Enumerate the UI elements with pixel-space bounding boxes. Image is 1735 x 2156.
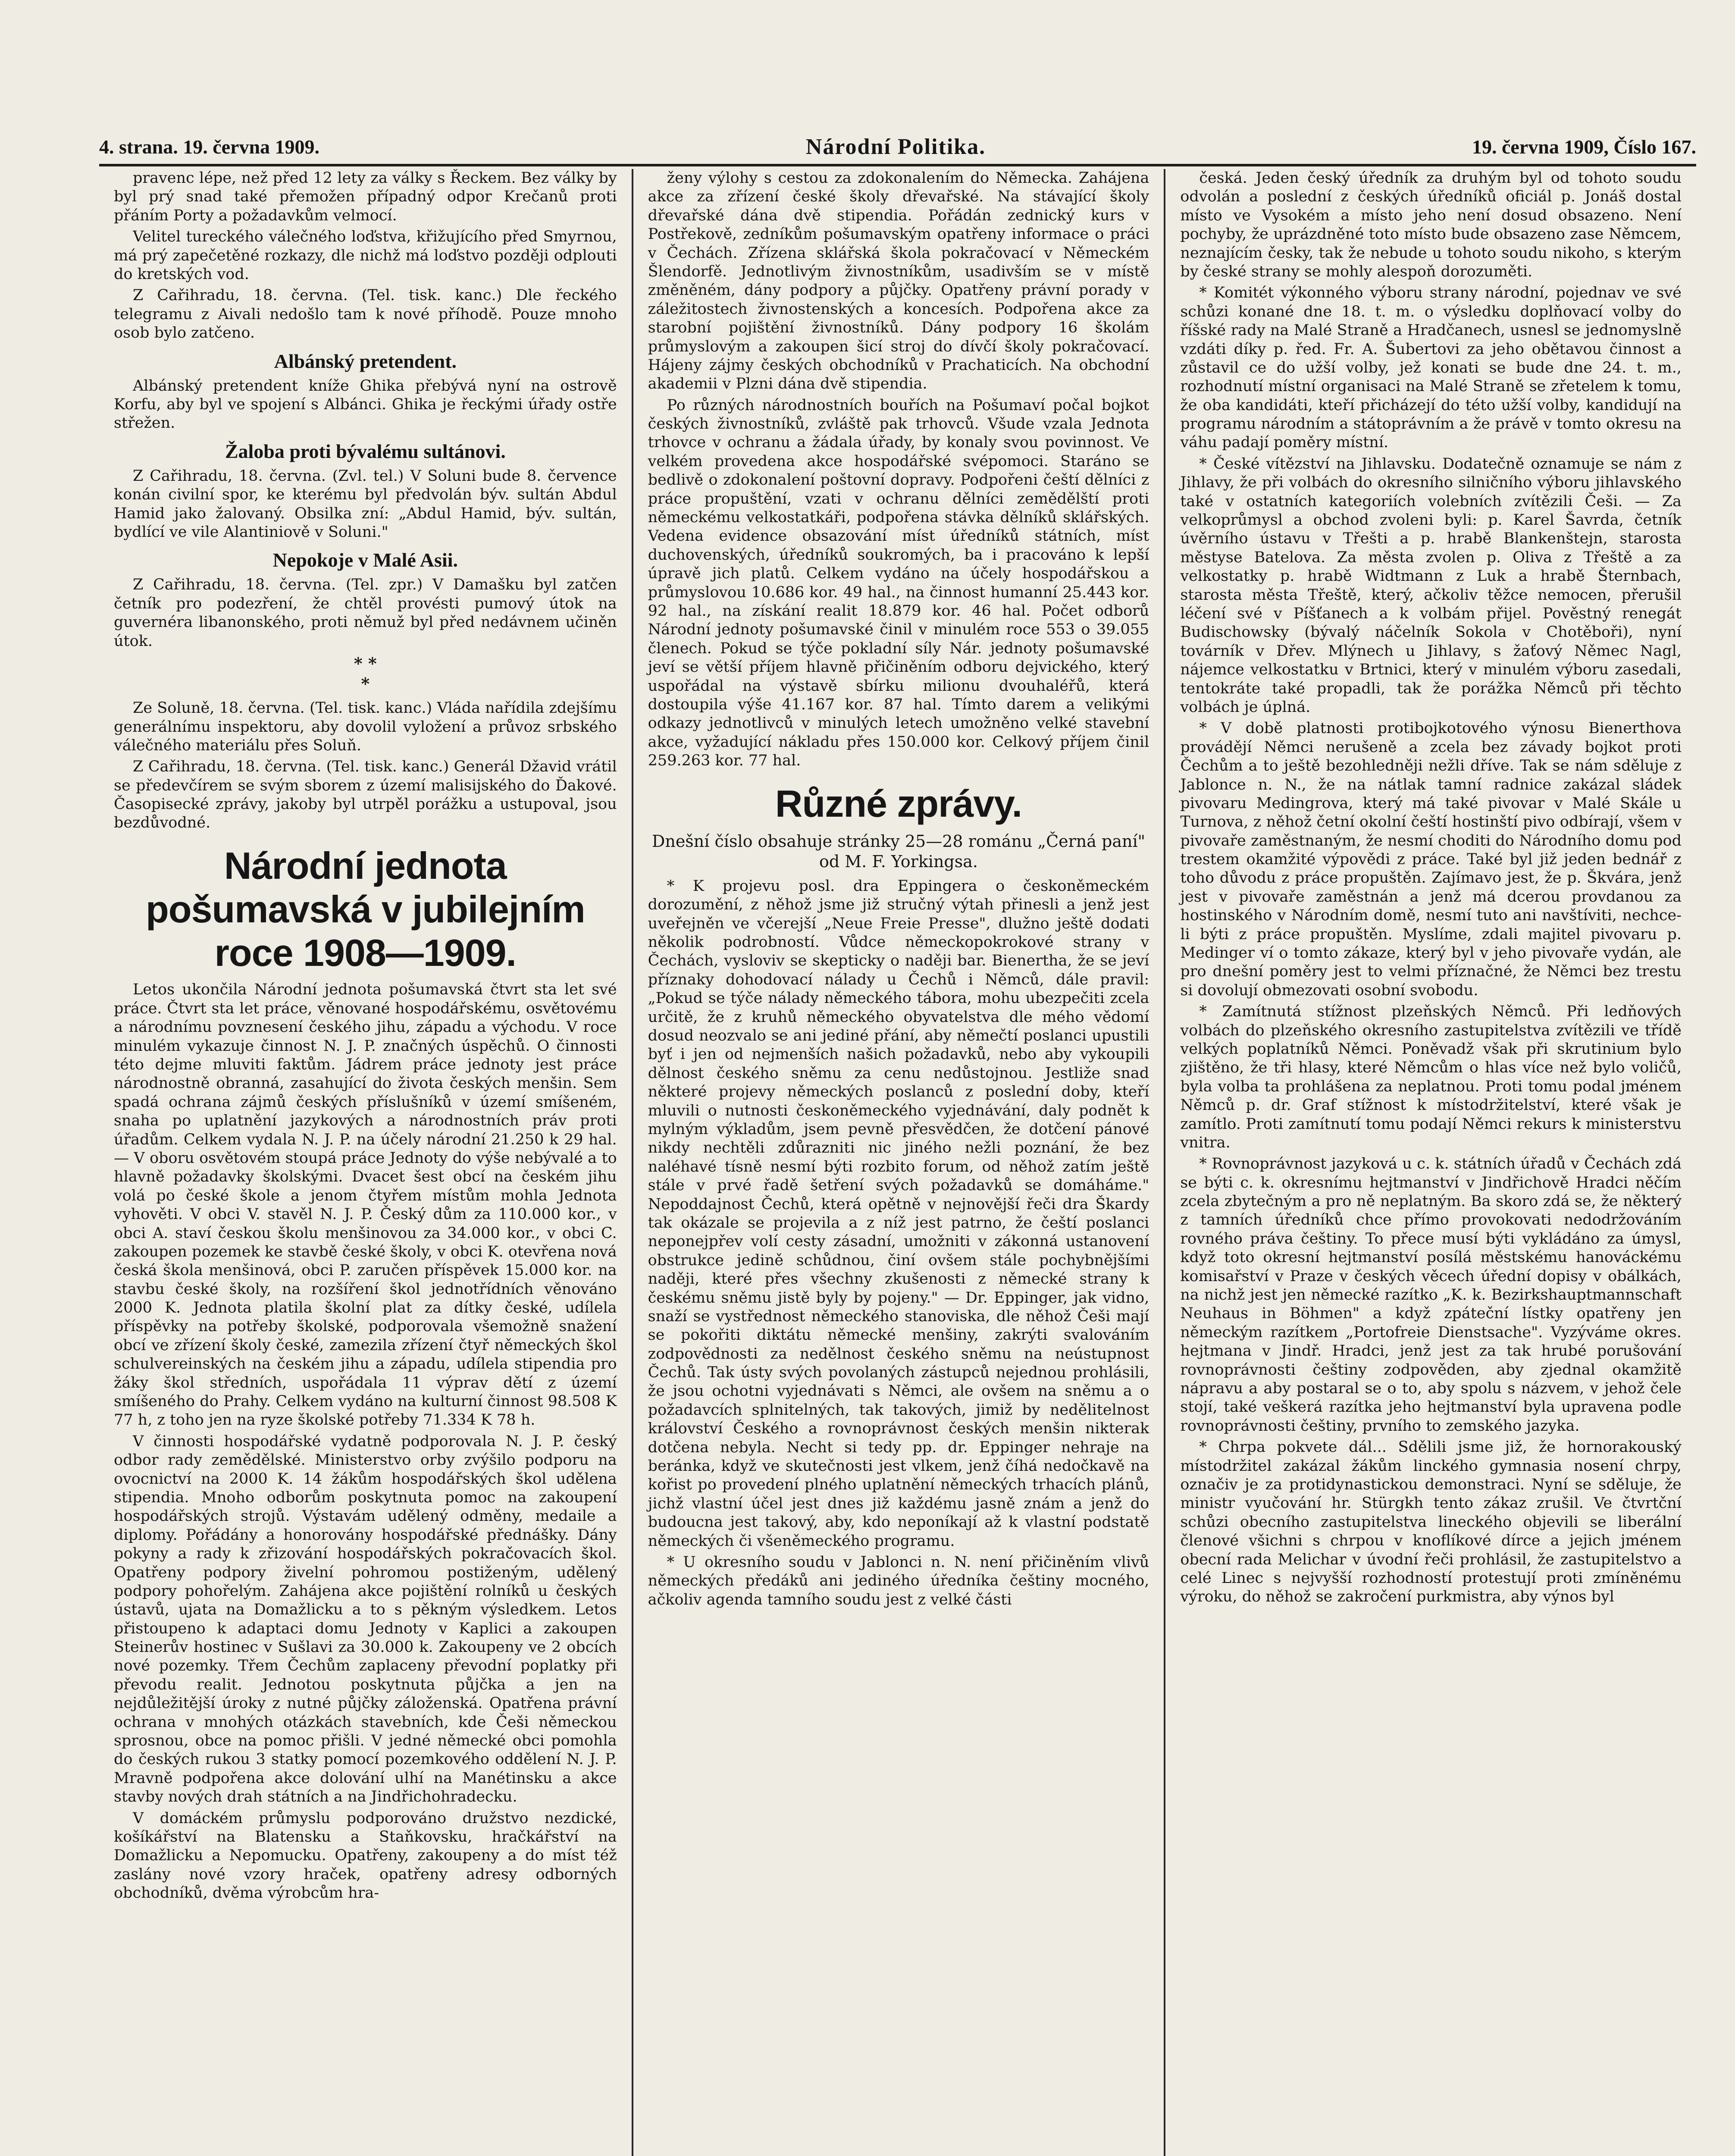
paragraph: * Rovnoprávnost jazyková u c. k. státních úřadů v Čechách zdá se býti c. k. okresnímu hejtmanství v Jindřichově Hradci něčím zcela zbytečným a pro ně neplatným. Ba skoro zdá se, že některý z tamních úředníků chce přímo provokovati nedodržováním rovného práva češtiny. To přece musí býti vykládáno za úmysl, když toto okresní hejtmanství posílá městskému hanováckému komisařství v Praze v českých věcech úřední dopisy v obálkách, na nichž jest jen německé razítko „K. k. Bezirkshauptmannschaft Neuhaus in Böhmen" a když zpáteční lístky opatřeny jen německým razítkem „Portofreie Dienstsache". Vyzýváme okres. hejtmana v Jindř. Hradci, jenž jest za tak hrubé porušování rovnoprávnosti češtiny zodpověden, aby zjednal okamžitě nápravu a aby postaral se o to, aby spolu s názvem, v jehož čele stojí, také veškerá razítka jeho hejtmanství byla upravena podle rovnoprávnosti češtiny, prvního to zemského jazyka.	[1180, 1155, 1682, 1435]
paragraph: ženy výlohy s cestou za zdokonalením do Německa. Zahájena akce za zřízení české školy dřevařské. Na stávající školy dřevařské dána dvě stipendia. Pořádán zednický kurs v Postřekově, zedníkům pošumavským opatřeny informace o práci v Čechách. Zřízena sklářská škola pokračovací v Německém Šlendorfě. Jednotlivým živnostníkům, usadivším se v místě změněném, dány podpory a půjčky. Opatřeny právní porady v záležitostech živnostenských a koncesích. Podpořena akce za starobní pojištění živnostníků. Dány podpory 16 školám průmyslovým a zakoupen šicí stroj do dívčí školy pokračovací. Hájeny zájmy českých obchodníků v Prachaticích. Na obchodní akademii v Plzni dána dvě stipendia.	[648, 169, 1149, 393]
masthead-title: Národní Politika.	[805, 134, 986, 159]
paragraph: Velitel tureckého válečného loďstva, křižujícího před Smyrnou, má prý zapečetěné rozkazy, dle nichž má loďstvo později odplouti do kretských vod.	[114, 228, 617, 283]
paragraph: Po různých národnostních bouřích na Pošumaví počal bojkot českých živnostníků, zvláště pak trhovců. Všude vzala Jednota trhovce v ochranu a žádala úřady, by konaly svou povinnost. Ve velkém provedena akce hospodářské svépomoci. Staráno se bedlivě o zdokonalení poštovní dopravy. Podpořeni čeští dělníci z práce propuštění, vzati v ochranu dělníci zemědělští proti německému velkostatkáři, podpořena stávka dělníků sklářských. Vedena evidence obsazování míst úředníků státních, míst duchovenských, úředníků soukromých, ba i pracováno k lepší úpravě jich platů. Celkem vydáno na účely hospodářskou a průmyslovou 10.686 kor. 49 hal., na činnost humanní 25.443 kor. 92 hal., na získání realit 18.879 kor. 46 hal. Počet odborů Národní jednoty pošumavské činil v minulém roce 553 o 39.055 členech. Pokud se týče pokladní síly Nár. jednoty pošumavské jeví se větší příjem hlavně přičiněním odboru dejvického, který uspořádal na výstavě sbírku milionu dvouhaléřů, která dostoupila výše 41.167 kor. 87 hal. Tímto darem a velikými odkazy jednotlivců v minulých letech umožněno velké stavební akce, vyžadující nákladu přes 150.000 kor. Celkový příjem činil 259.263 kor. 77 hal.	[648, 396, 1149, 770]
paragraph: Z Cařihradu, 18. června. (Tel. tisk. kanc.) Generál Džavid vrátil se předevčírem se svým sborem z území malisijského do Ďakové. Časopisecké zprávy, jakoby byl utrpěl porážku a ustupoval, jsou bezdůvodné.	[114, 758, 617, 832]
paragraph: Letos ukončila Národní jednota pošumavská čtvrt sta let své práce. Čtvrt sta let práce, věnované hospodářskému, osvětovému a národnímu povznesení českého jihu, západu a východu. V roce minulém vykazuje činnost N. J. P. značných úspěchů. O činnosti této dejme mluviti faktům. Jádrem práce jednoty jest práce národnostně obranná, zasahující do života českých menšin. Sem spadá ochrana zájmů českých příslušníků v území smíšeném, snaha po uplatnění jazykových a národnostních práv proti úřadům. Celkem vydala N. J. P. na účely národní 21.250 k 29 hal. — V oboru osvětovém stoupá práce Jednoty do výše nebývalé a to hlavně požadavky školskými. Dvacet šest obcí na českém jihu volá po české škole a jenom čtyřem místům mohla Jednota vyhověti. V obci V. stavěl N. J. P. Český dům za 110.000 kor., v obci A. staví českou školu menšinovou za 34.000 kor., v obci C. zakoupen pozemek ke stavbě české školy, v obci K. otevřena nová česká škola menšinová, obci P. zaručen příspěvek 15.000 kor. na stavbu české školy, na rozšíření škol jednotřídních věnováno 2000 K. Jednota platila školní plat za dítky české, udílela příspěvky na potřeby školské, podporovala všemožně snažení obcí ve zřízení školy české, zamezila zřízení čtyř německých škol schulvereinských na českém jihu a západu, udílela stipendia pro žáky škol středních, uspořádala 11 výprav dětí z území smíšeného do Prahy. Celkem vydáno na kulturní činnost 98.508 K 77 h, z toho jen na ryze školské potřeby 71.334 K 78 h.	[114, 981, 617, 1429]
paragraph: * České vítězství na Jihlavsku. Dodatečně oznamuje se nám z Jihlavy, že při volbách do okresního silničního výboru jihlavského také v ostatních kategoriích volebních zvítězili Češi. — Za velkoprůmysl a obchod zvoleni byli: p. Karel Šavrda, četník úvěrního ústavu v Třešti a p. hrabě Blankenštejn, starosta městyse Batelova. Za města zvolen p. Oliva z Třeště a za velkostatky p. hrabě Widtmann z Luk a hrabě Šternbach, starosta města Třeště, který, ačkoliv těžce nemocen, přerušil léčení své v Píšťanech a k volbám přijel. Pověstný renegát Budischowsky (bývalý náčelník Sokola v Chotěboři), nyní továrník v Dřev. Mlýnech u Jihlavy, s žaťový Němec Nagl, nájemce velkostatku v Brtnici, který v minulém výboru zasedali, tentokráte také propadli, tak že porážka Němců při těchto volbách je úplná.	[1180, 455, 1682, 716]
paragraph: česká. Jeden český úředník za druhým byl od tohoto soudu odvolán a poslední z českých úředníků oficiál p. Jonáš dostal místo ve Vysokém a místo jeho není dosud obsazeno. Není pochyby, že uprázdněné toto místo bude obsazeno zase Němcem, neznajícím česky, tak že nebude u tohoto soudu nikoho, s kterým by české strany se mohly alespoň dorozuměti.	[1180, 169, 1682, 280]
column-right	[1164, 169, 1696, 2156]
paragraph: * Chrpa pokvete dál... Sdělili jsme již, že hornorakouský místodržitel zakázal žákům linckého gymnasia nosení chrpy, označiv je za protidynastickou demonstraci. Nyní se sděluje, že ministr vyučování hr. Stürgkh tento zákaz zrušil. Ve čtvrtční schůzi obecního zastupitelstva lineckého objevili se liberální členové všichni s chrpou v knoflíkové dírce a jejich jménem obecní rada Melichar v úvodní řeči prohlásil, že zastupitelstvo a celé Linec s nejvyšší rozhodností protestují proti zmíněnému výroku, do něhož se zakročení purkmistra, aby výnos byl	[1180, 1438, 1682, 1606]
section-separator-stars: * * *	[354, 653, 377, 694]
section-heading-asia-minor-unrest: Nepokoje v Malé Asii.	[272, 549, 458, 571]
paragraph: Ze Soluně, 18. června. (Tel. tisk. kanc.) Vláda nařídila zdejšímu generálnímu inspektoru, aby dovolil vyložení a průvoz srbského válečného materiálu přes Soluň.	[114, 699, 617, 754]
section-heading-sultan-lawsuit: Žaloba proti bývalému sultánovi.	[225, 440, 506, 462]
section-headline-various-news: Různé zprávy.	[775, 782, 1022, 825]
paragraph: V činnosti hospodářské vydatně podporovala N. J. P. český odbor rady zemědělské. Ministerstvo orby zvýšilo podporu na ovocnictví na 2000 K. 14 žákům hospodářských škol udělena stipendia. Mnoho odborům poskytnuta pomoc na zakoupení hospodářských strojů. Výstavám udělený odměny, medaile a diplomy. Pořádány a honorovány hospodářské přednášky. Dány pokyny a rady k zřizování hospodářských pokračovacích škol. Opatřeny podpory živelní pohromou postiženým, udělený podpory pohořelým. Zahájena akce pojištění rolníků u českých ústavů, ujata na Domažlicku a to s pěkným výsledkem. Letos přistoupeno k adaptaci domu Jednoty v Kaplici a zakoupen Steinerův hostinec v Sušlavi za 30.000 k. Zakoupeny ve 2 obcích nové pozemky. Třem Čechům zaplaceny převodní poplatky při převodu realit. Jednotou poskytnuta půjčka a jen na nejdůležitější úroky z nutné půjčky záloženská. Opatřena právní ochrana v mnohých otázkách stavebních, kde Češi německou sprosnou, obce na pomoc přišli. V jedné německé obci pomohla do českých rukou 3 statky pomocí pozemkového oddělení N. J. P. Mravně podpořena akce dolování ulhí na Manétinsku a akce stavby nových drah státních a na Jindřichohradecku.	[114, 1432, 617, 1806]
article-columns	[99, 169, 1696, 2156]
column-middle	[632, 169, 1164, 2156]
column-left	[99, 169, 632, 2156]
paragraph: pravenc lépe, než před 12 lety za války s Řeckem. Bez války by byl prý snad také přemožen případný odpor Krečanů proti přáním Porty a požadavkům velmocí.	[114, 169, 617, 224]
serial-notice: Dnešní číslo obsahuje stránky 25—28 románu „Černá paní" od M. F. Yorkingsa.	[651, 831, 1146, 871]
paragraph: * U okresního soudu v Jablonci n. N. není přičiněním vlivů německých předáků ani jediného úředníka češtiny mocného, ačkoliv agenda tamního soudu jest z velké části	[648, 1553, 1149, 1608]
section-heading-albanian-pretender: Albánský pretendent.	[274, 350, 457, 372]
paragraph: Z Cařihradu, 18. června. (Zvl. tel.) V Soluni bude 8. července konán civilní spor, ke kterému byl předvolán býv. sultán Abdul Hamid jako žalovaný. Obsilka zní: „Abdul Hamid, býv. sultán, bydlící ve vile Alantiniově v Soluni."	[114, 467, 617, 541]
header-issue-number: 19. června 1909, Číslo 167.	[1472, 135, 1696, 158]
paragraph: Z Cařihradu, 18. června. (Tel. zpr.) V Damašku byl zatčen četník pro podezření, že chtěl provésti pumový útok na guvernéra libanonského, proti němuž byl před nedávnem učiněn útok.	[114, 576, 617, 650]
paragraph: V domáckém průmyslu podporováno družstvo nezdické, košíkářství na Blatensku a Staňkovsku, hračkářství na Domažlicku a Nepomucku. Opatřeny, zakoupeny a do míst též zaslány nové vzory hraček, opatřeny adresy odborných obchodníků, dvěma výrobcům hra-	[114, 1809, 617, 1902]
paragraph: Z Cařihradu, 18. června. (Tel. tisk. kanc.) Dle řeckého telegramu z Aivali nedošlo tam k nové příhodě. Pouze mnoho osob bylo zatčeno.	[114, 287, 617, 342]
article-headline-jednota: Národní jednota pošumavská v jubilejním roce 1908—1909.	[145, 844, 585, 975]
paragraph: * V době platnosti protibojkotového výnosu Bienerthova provádějí Němci nerušeně a zcela bez závady bojkot proti Čechům a to ještě bezohledněji nežli dříve. Tak se nám sděluje z Jablonce n. N., že na nátlak tamní radnice zakázal sládek pivovaru Medingrova, který má také pivovar v Malé Skále u Turnova, z něhož četní okolní čeští hostinští pivo odbírají, všem v pivovaře zaměstnaným, že nesmí choditi do Národního domu pod trestem okamžité výpovědi z práce. Také byl již jeden bednář z toho důvodu z práce propuštěn. Zajímavo jest, že p. Škvára, jenž jest v pivovaře zaměstnán a jenž má dcerou provdanou za hostinského v Národním domě, nesmí tuto ani navštíviti, nechce-li býti z práce propuštěn. Myslíme, zdali majitel pivovaru p. Medinger ví o tomto zákaze, který byl v jeho pivovaře vydán, ale pro dnešní poměry jest to velmi příznačné, že Němci bez trestu si dovolují obmezovati osobní svobodu.	[1180, 720, 1682, 999]
header-page-date: 4. strana. 19. června 1909.	[99, 135, 320, 158]
paragraph: * Komitét výkonného výboru strany národní, pojednav ve své schůzi konané dne 18. t. m. o výsledku doplňovací volby do říšské rady na Malé Straně a Hradčanech, usnesl se jednomyslně vzdáti díky p. řed. Fr. A. Šubertovi za jeho obětavou činnost a zůstavil ce do užší volby, jež konati se bude dne 24. t. m., rozhodnutí místní organisaci na Malé Straně se zřetelem k tomu, že oba kandidáti, kteří přicházejí do této užší volby, kandidují na programu národním a státoprávním a že právě v tomto okresu na váhu padají poměry místní.	[1180, 284, 1682, 451]
running-head	[99, 129, 1696, 166]
paragraph: * K projevu posl. dra Eppingera o českoněmeckém dorozumění, z něhož jsme již stručný výtah přinesli a jenž jest uveřejněn ve včerejší „Neue Freie Presse", dlužno ještě dodati několik podrobností. Vůdce německopokrokové strany v Čechách, vysloviv se skepticky o naději bar. Bienertha, že se jeví příznaky dohodovací nálady u Čechů i Němců, dále pravil: „Pokud se týče nálady německého tábora, mohu ubezpečiti zcela určitě, že z kruhů německého obyvatelstva dle mého vědomí dosud neozvalo se ani jediné přání, aby němečtí poslanci upustili byť i jen od nejmenších našich požadavků, nebo aby vykoupili dělnost českého sněmu za cenu nedůstojnou. Jestliže snad některé projevy německých poslanců z poslední doby, kteří mluvili o nutnosti českoněmeckého vyjednávání, daly podnět k mylným výkladům, jsem pevně přesvědčen, že dotčení pánové nikdy nechtěli zdůrazniti nic jiného nežli poznání, že bez naléhavé tísně nesmí býti rozbito forum, od něhož zatím ještě stále v prvé řadě šetření svých požadavků se domáháme." Nepoddajnost Čechů, která opětně v nejnovější řeči dra Škardy tak okázale se projevila a z níž jest patrno, že čeští poslanci neponejpřev volí cesty zásadní, umožniti v zákonná ustanovení obstrukce jedině schůdnou, činí ovšem stále pochybnějšími naději, které přes všechny zkušenosti z německé strany k českému sněmu jistě byly by pojeny." — Dr. Eppinger, jak vidno, snaží se vystřednost německého stanoviska, dle něhož Češi mají se pokořiti diktátu německé menšiny, zakrýti svalováním zodpovědnosti za nedělnost českého sněmu na neústupnost Čechů. Tak ústy svých povolaných zástupců nejednou prohlásili, že jsou ochotni vyjednávati s Němci, ale ovšem na sněmu a o požadavcích splnitelných, tak takových, jimiž by nedělitelnost království Českého a rovnoprávnost českých menšin nikterak dotčena nebyla. Necht si tedy pp. dr. Eppinger nehraje na beránka, když ve skutečnosti jest vlkem, jenž číhá nedočkavě na kořist po provedení plného uplatnění německých trhacích plánů, jichž vlastní účel jest dnes již každému jasně znám a jenž do budoucna jest takový, aby, kdo neponíkají až k vlastní podstatě německých či všeněmeckého programu.	[648, 877, 1149, 1550]
paragraph: Albánský pretendent kníže Ghika přebývá nyní na ostrově Korfu, aby byl ve spojení s Albánci. Ghika je řeckými úřady ostře střežen.	[114, 377, 617, 432]
paragraph: * Zamítnutá stížnost plzeňských Němců. Při ledňových volbách do plzeňského okresního zastupitelstva zvítězili ve třídě velkých poplatníků Němci. Poněvadž však při skrutinium bylo zjištěno, že tři hlasy, které Němcům o hlas více než bylo voličů, byla volba ta prohlášena za neplatnou. Proti tomu podal jménem Němců p. dr. Graf stížnost k místodržitelství, které však je zamítlo. Proti zamítnutí tomu podají Němci rekurs k ministerstvu vnitra.	[1180, 1003, 1682, 1151]
